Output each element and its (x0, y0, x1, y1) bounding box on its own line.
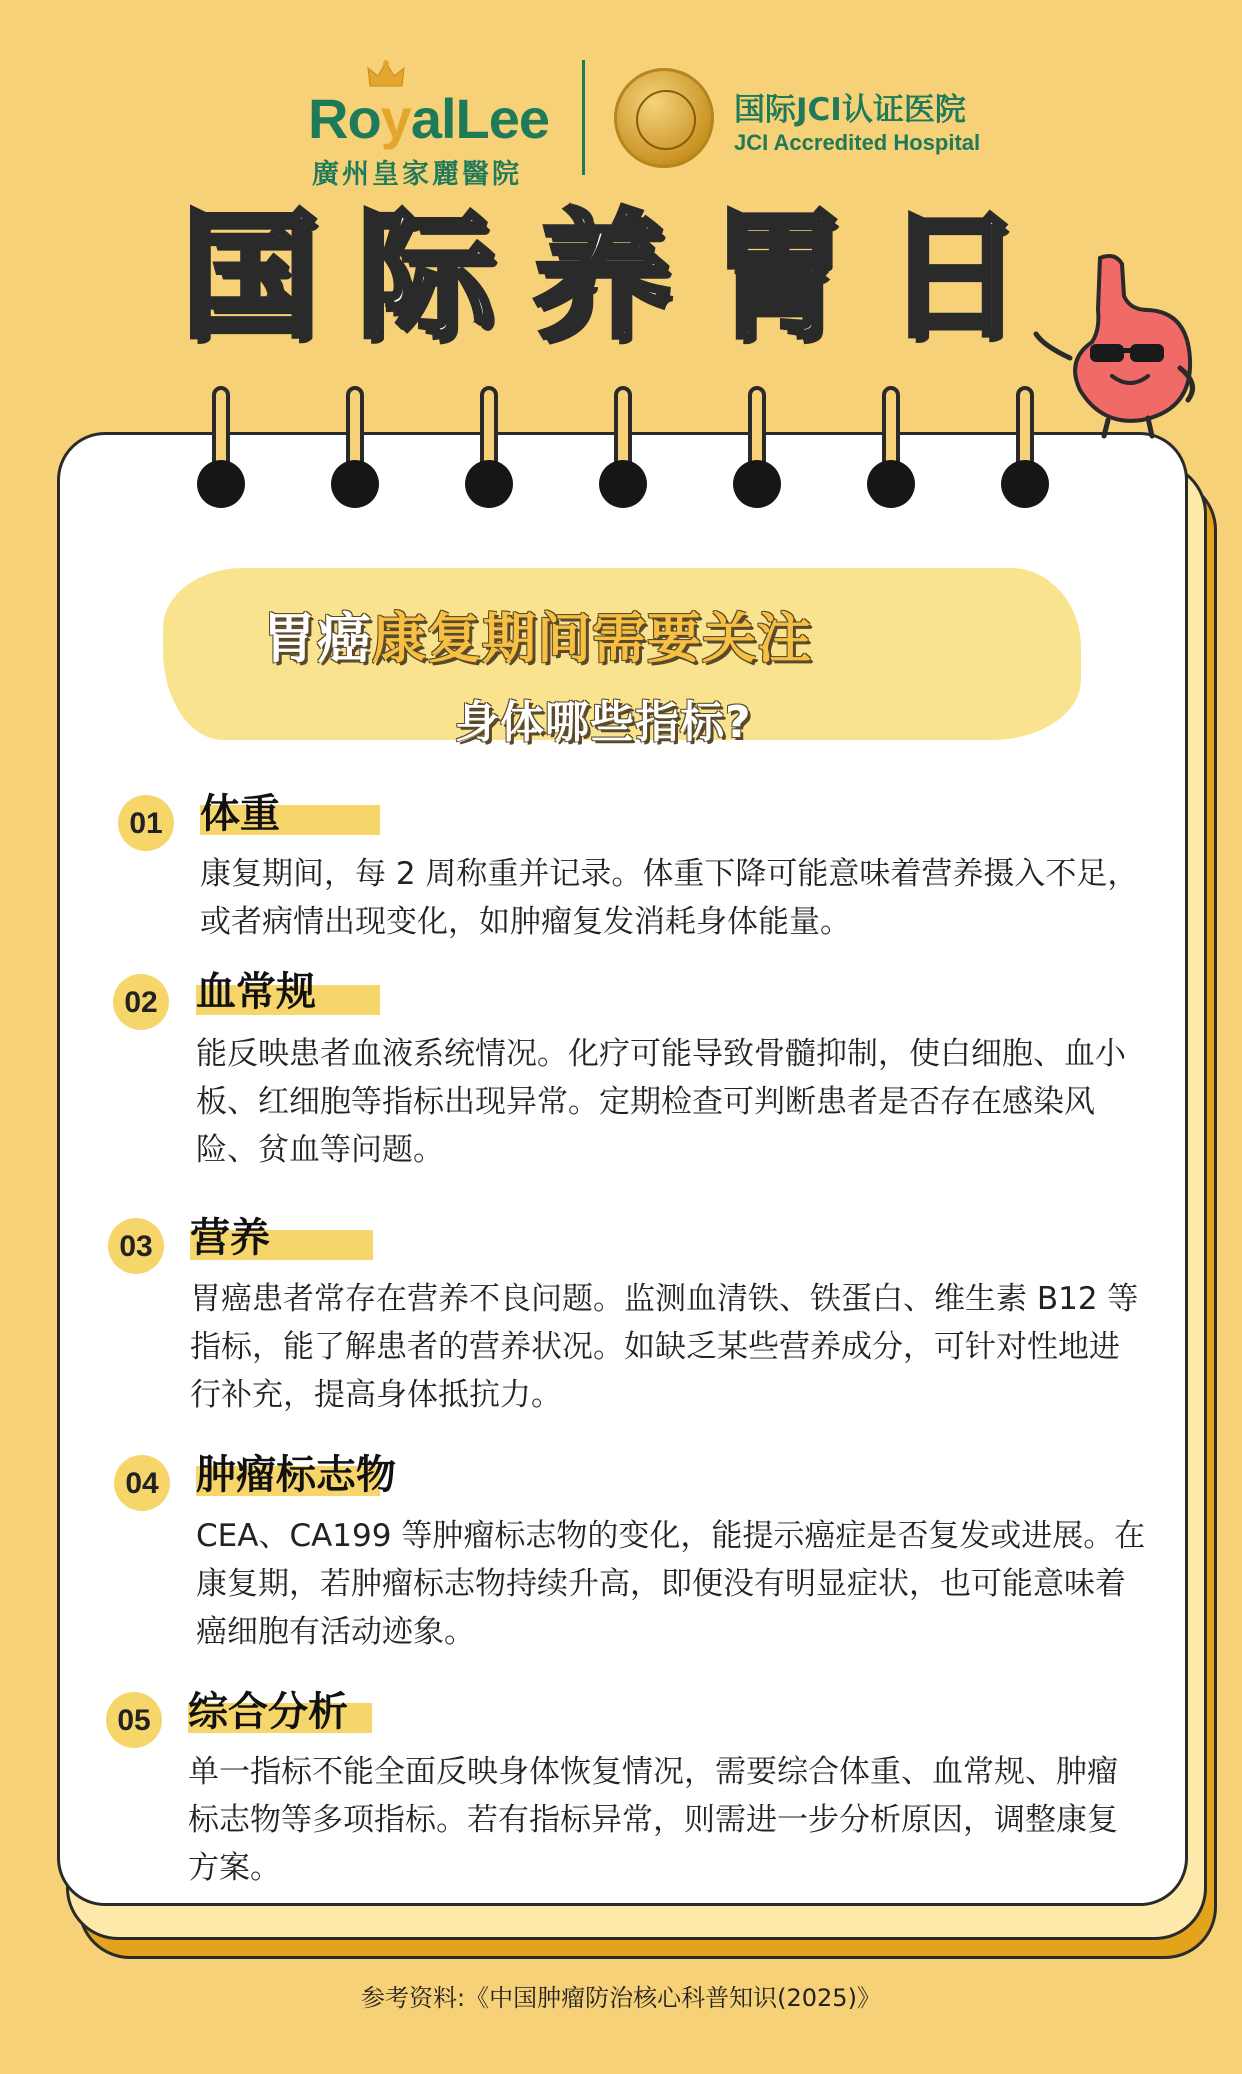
section-number: 04 (114, 1455, 170, 1511)
ring-hole (1001, 460, 1049, 508)
section-heading: 肿瘤标志物 (196, 1452, 396, 1498)
section-number: 01 (118, 795, 174, 851)
ring-hole (733, 460, 781, 508)
ring-hole (197, 460, 245, 508)
ring-hole (331, 460, 379, 508)
royallee-logo (308, 60, 558, 190)
page-title: 国际养胃日 (180, 196, 1061, 357)
section-heading: 综合分析 (188, 1689, 348, 1735)
banner-line-2: 身体哪些指标? (455, 697, 752, 748)
banner-line-1: 胃癌康复期间需要关注 (262, 607, 812, 670)
section-heading: 体重 (200, 791, 280, 837)
section-body: 胃癌患者常存在营养不良问题。监测血清铁、铁蛋白、维生素 B12 等指标，能了解患者的营养状况。如缺乏某些营养成分，可针对性地进行补充，提高身体抵抗力。 (190, 1281, 1139, 1413)
section-body: 能反映患者血液系统情况。化疗可能导致骨髓抑制，使白细胞、血小板、红细胞等指标出现异常。定期检查可判断患者是否存在感染风险、贫血等问题。 (196, 1036, 1126, 1168)
jci-seal-icon (614, 68, 714, 168)
section-heading: 血常规 (196, 969, 316, 1015)
brand-name: RoyalLee (308, 87, 550, 150)
jci-cn-label: 国际JCI认证医院 (734, 92, 966, 128)
ring-hole (599, 460, 647, 508)
jci-en-label: JCI Accredited Hospital (734, 130, 981, 155)
header (0, 40, 1242, 190)
section-body: 单一指标不能全面反映身体恢复情况，需要综合体重、血常规、肿瘤标志物等多项指标。若有指标异常，则需进一步分析原因，调整康复方案。 (188, 1754, 1118, 1886)
brand-cn-name: 廣州皇家麗醫院 (312, 159, 522, 190)
section-body: CEA、CA199 等肿瘤标志物的变化，能提示癌症是否复发或进展。在康复期，若肿瘤标志物持续升高，即便没有明显症状，也可能意味着癌细胞有活动迹象。 (196, 1518, 1146, 1650)
reference-footer: 参考资料:《中国肿瘤防治核心科普知识(2025)》 (361, 1984, 881, 2012)
ring-hole (465, 460, 513, 508)
section-number: 05 (106, 1692, 162, 1748)
section-body: 康复期间，每 2 周称重并记录。体重下降可能意味着营养摄入不足，或者病情出现变化，如肿瘤复发消耗身体能量。 (200, 856, 1139, 940)
header-divider (582, 60, 585, 175)
ring-hole (867, 460, 915, 508)
section-number: 02 (113, 974, 169, 1030)
stomach-mascot-icon (1030, 250, 1205, 440)
section-heading: 营养 (190, 1215, 270, 1261)
section-number: 03 (108, 1218, 164, 1274)
